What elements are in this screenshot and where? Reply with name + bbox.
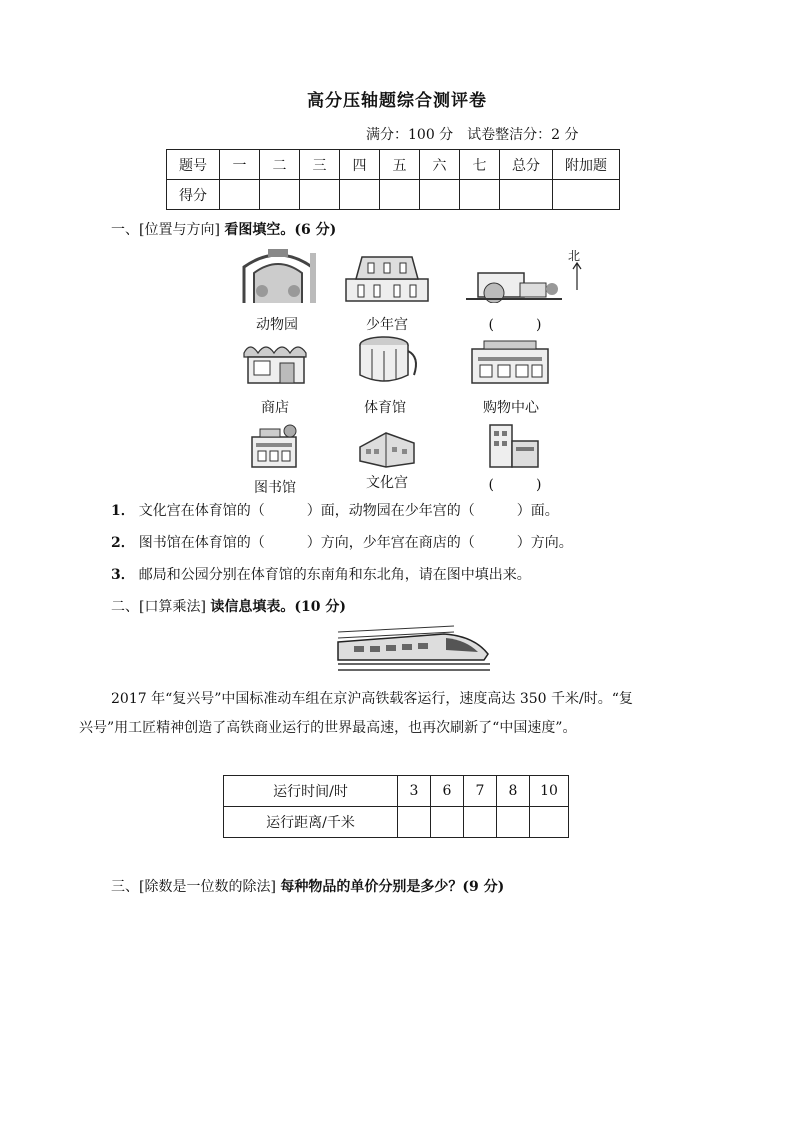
- section3-prefix: 三、[除数是一位数的除法]: [111, 879, 276, 895]
- question-text: 邮局和公园分别在体育馆的东南角和东北角，请在图中填出来。: [138, 567, 531, 583]
- distance-input-cell[interactable]: [530, 807, 569, 838]
- map-label-gymnasium: 体育馆: [364, 400, 406, 416]
- score-input-cell[interactable]: [220, 180, 260, 210]
- score-header-cell: 七: [460, 150, 500, 180]
- score-header-cell: 一: [220, 150, 260, 180]
- section2-title: 读信息填表。(10 分): [210, 599, 346, 615]
- running-distance-label: 运行距离/千米: [224, 807, 398, 838]
- score-header-cell: 总分: [500, 150, 553, 180]
- score-header-cell: 四: [340, 150, 380, 180]
- running-distance-row: [224, 807, 569, 838]
- score-input-cell[interactable]: [420, 180, 460, 210]
- question-3: [111, 564, 531, 584]
- score-input-cell[interactable]: [553, 180, 620, 210]
- score-header-cell: 题号: [167, 150, 220, 180]
- gymnasium-icon: [350, 331, 422, 387]
- score-table-row: [167, 180, 620, 210]
- score-input-cell[interactable]: [460, 180, 500, 210]
- paragraph-line-1: 2017 年“复兴号”中国标准动车组在京沪高铁载客运行，速度高达 350 千米/时。“复: [111, 691, 633, 707]
- running-table: [223, 775, 569, 838]
- section2-paragraph: [111, 684, 751, 714]
- section1-heading: [111, 219, 336, 239]
- running-time-row: [224, 776, 569, 807]
- hour-cell: 3: [398, 776, 431, 807]
- hour-cell: 7: [464, 776, 497, 807]
- map-label-library: 图书馆: [254, 480, 296, 496]
- section2-paragraph-cont: [79, 713, 759, 743]
- question-number: 3．: [111, 567, 135, 583]
- question-1: [111, 500, 559, 520]
- high-speed-train-icon: [334, 620, 494, 676]
- post-office-icon: [486, 423, 542, 469]
- direction-map: [230, 243, 590, 498]
- section1-prefix: 一、[位置与方向]: [111, 222, 220, 238]
- map-label-shop: 商店: [261, 400, 289, 416]
- cultural-palace-icon: [356, 427, 418, 469]
- running-time-label: 运行时间/时: [224, 776, 398, 807]
- question-text: 图书馆在体育馆的（ ）方向，少年宫在商店的（ ）方向。: [138, 535, 573, 551]
- section2-heading: [111, 596, 346, 616]
- distance-input-cell[interactable]: [464, 807, 497, 838]
- hour-cell: 10: [530, 776, 569, 807]
- map-label-zoo: 动物园: [256, 317, 298, 333]
- section3-title: 每种物品的单价分别是多少？(9 分): [280, 879, 505, 895]
- score-input-cell[interactable]: [340, 180, 380, 210]
- paragraph-line-2: 兴号”用工匠精神创造了高铁商业运行的世界最高速，也再次刷新了“中国速度”。: [79, 720, 577, 736]
- distance-input-cell[interactable]: [497, 807, 530, 838]
- map-label-shopping-center: 购物中心: [483, 400, 539, 416]
- north-label: 北: [568, 249, 581, 263]
- hour-cell: 8: [497, 776, 530, 807]
- north-arrow-icon: [572, 261, 582, 291]
- score-header-cell: 二: [260, 150, 300, 180]
- map-label-blank-2: ( ): [488, 477, 542, 493]
- section2-prefix: 二、[口算乘法]: [111, 599, 206, 615]
- question-number: 2．: [111, 535, 135, 551]
- distance-input-cell[interactable]: [398, 807, 431, 838]
- question-number: 1．: [111, 503, 135, 519]
- zoo-icon: [238, 247, 318, 305]
- distance-input-cell[interactable]: [431, 807, 464, 838]
- score-header-cell: 三: [300, 150, 340, 180]
- question-text: 文化宫在体育馆的（ ）面，动物园在少年宫的（ ）面。: [138, 503, 559, 519]
- score-row-label: 得分: [167, 180, 220, 210]
- score-header-cell: 附加题: [553, 150, 620, 180]
- score-table-header-row: [167, 150, 620, 180]
- section1-title: 看图填空。(6 分): [224, 222, 337, 238]
- shop-icon: [240, 337, 312, 385]
- library-icon: [246, 423, 306, 469]
- score-input-cell[interactable]: [300, 180, 340, 210]
- score-header-cell: 六: [420, 150, 460, 180]
- score-header-cell: 五: [380, 150, 420, 180]
- score-input-cell[interactable]: [500, 180, 553, 210]
- map-label-blank-1: ( ): [488, 317, 542, 333]
- youth-palace-icon: [342, 251, 432, 303]
- question-2: [111, 532, 573, 552]
- park-icon: [464, 265, 564, 303]
- hour-cell: 6: [431, 776, 464, 807]
- score-input-cell[interactable]: [260, 180, 300, 210]
- section3-heading: [111, 876, 504, 896]
- score-table: [166, 149, 620, 210]
- map-label-cultural-palace: 文化宫: [366, 475, 408, 491]
- page-title: 高分压轴题综合测评卷: [307, 91, 487, 111]
- map-label-youth-palace: 少年宫: [366, 317, 408, 333]
- score-info: 满分：100 分 试卷整洁分：2 分: [366, 127, 579, 143]
- score-input-cell[interactable]: [380, 180, 420, 210]
- shopping-center-icon: [468, 339, 552, 385]
